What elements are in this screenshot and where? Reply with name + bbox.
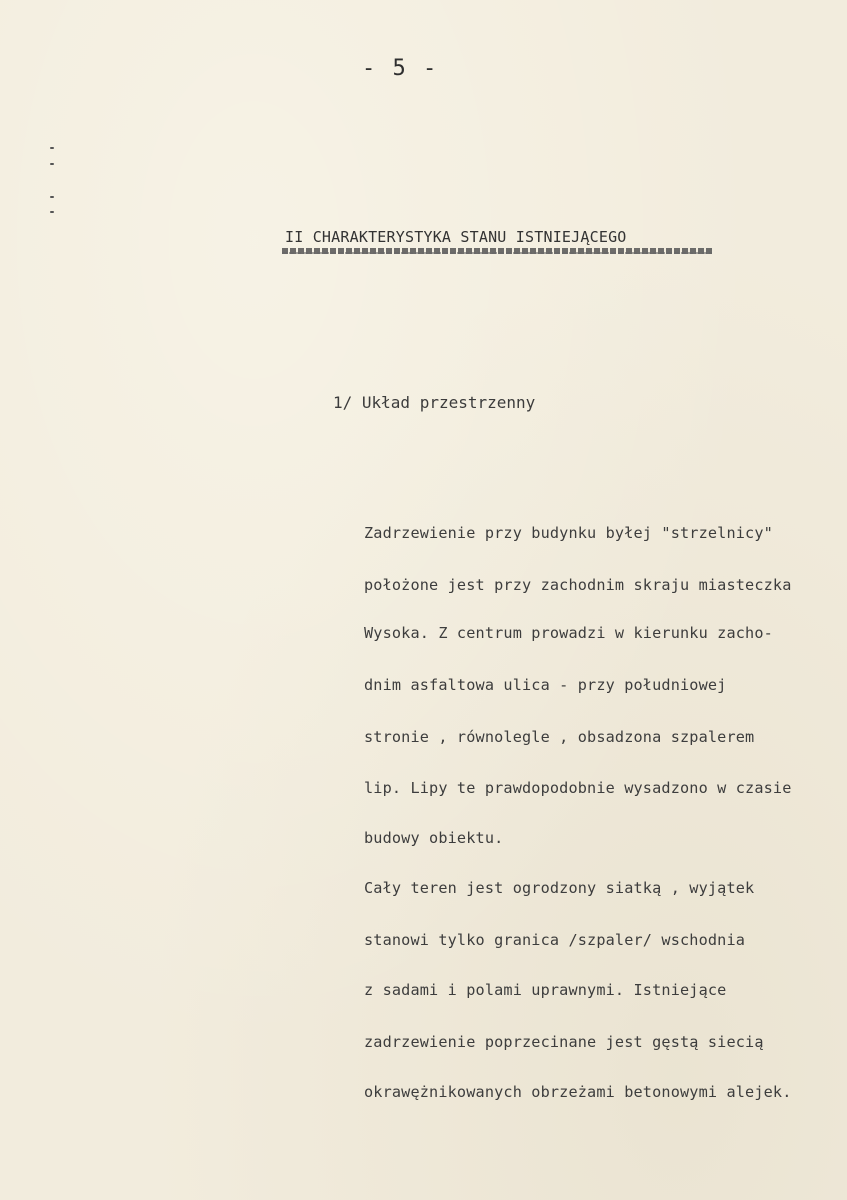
body-text-line: budowy obiektu. xyxy=(364,829,504,847)
body-text-line: z sadami i polami uprawnymi. Istniejące xyxy=(364,981,727,999)
body-text-line: Cały teren jest ogrodzony siatką , wyjątek xyxy=(364,879,755,897)
section-title: II CHARAKTERYSTYKA STANU ISTNIEJĄCEGO xyxy=(285,228,627,246)
body-text-line: Zadrzewienie przy budynku byłej "strzelnicy" xyxy=(364,524,773,542)
page-number: - 5 - xyxy=(362,56,439,81)
body-text-line: zadrzewienie poprzecinane jest gęstą siecią xyxy=(364,1033,764,1051)
body-text-line: stanowi tylko granica /szpaler/ wschodnia xyxy=(364,931,746,949)
margin-mark xyxy=(50,147,54,149)
body-text-line: Wysoka. Z centrum prowadzi w kierunku zacho- xyxy=(364,624,773,642)
margin-mark xyxy=(50,196,54,198)
title-underline-second xyxy=(282,252,712,254)
subsection-heading: 1/ Układ przestrzenny xyxy=(333,393,536,412)
body-text-line: okrawężnikowanych obrzeżami betonowymi alejek. xyxy=(364,1083,792,1101)
margin-mark xyxy=(50,211,54,213)
body-text-line: dnim asfaltowa ulica - przy południowej xyxy=(364,676,727,694)
body-text-line: lip. Lipy te prawdopodobnie wysadzono w czasie xyxy=(364,779,792,797)
margin-mark xyxy=(50,163,54,165)
body-text-line: położone jest przy zachodnim skraju miasteczka xyxy=(364,576,792,594)
body-text-line: stronie , równolegle , obsadzona szpalerem xyxy=(364,728,755,746)
